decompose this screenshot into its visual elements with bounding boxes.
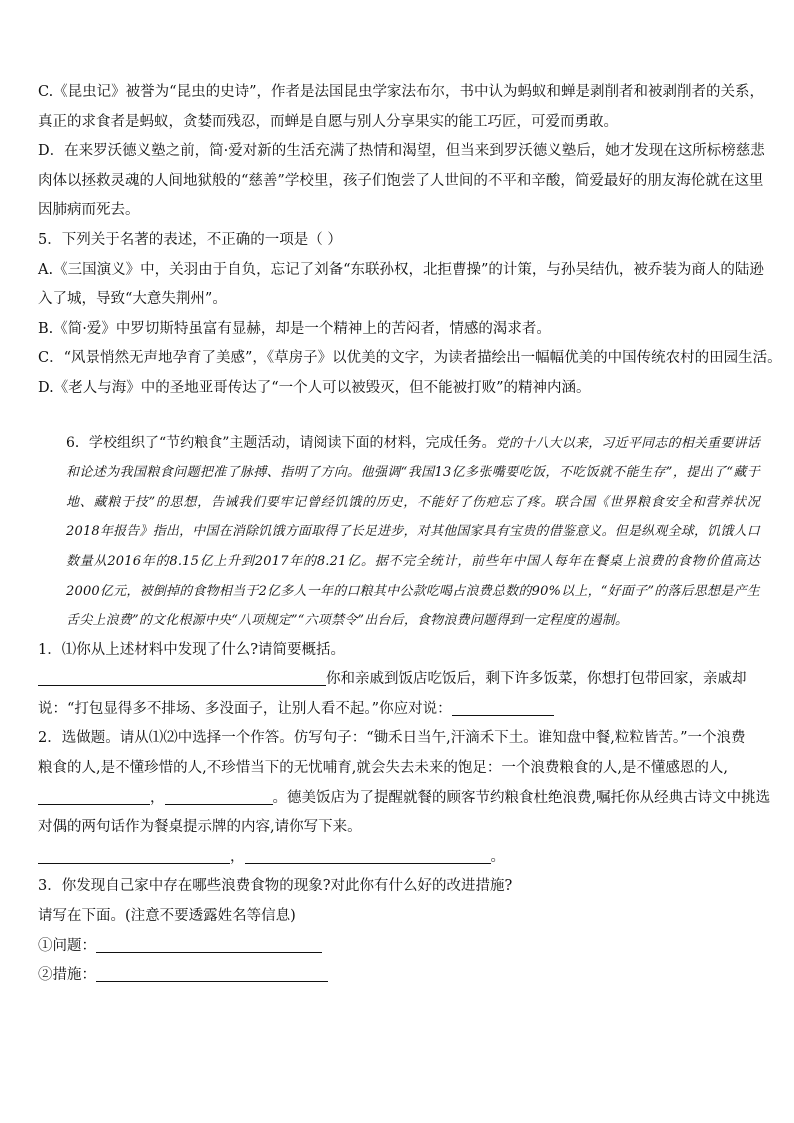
task-2-line2: 粮食的人,是不懂珍惜的人,不珍惜当下的无忧哺育,就会失去未来的饱足：一个浪费粮食的人,是不懂感恩的人, [38, 760, 729, 777]
task-1-text-b: 说：“打包显得多不排场、多没面子，让别人看不起。”你应对说： [38, 700, 452, 717]
task-2-line3 [38, 784, 771, 814]
q5-option-d: D.《老人与海》中的圣地亚哥传达了“一个人可以被毁灭，但不能被打败”的精神内涵。 [38, 379, 591, 396]
task-1-line-b [38, 695, 760, 725]
task-2-text-tail: 。德美饭店为了提醒就餐的顾客节约粮食杜绝浪费,嘱托你从经典古诗文中挑选 [272, 789, 771, 806]
question-6-material [38, 429, 760, 636]
option-d-line1: D．在来罗沃德义塾之前，简·爱对新的生活充满了热情和渴望，但当来到罗沃德义塾后，她才发现在这所标榜慈悲 [38, 143, 765, 160]
comma: ， [230, 848, 245, 865]
answer-blank[interactable] [245, 847, 491, 864]
answer-blank[interactable] [38, 669, 326, 686]
task-1-stem: 1．⑴你从上述材料中发现了什么?请简要概括。 [38, 641, 345, 658]
task-2-line1: 2．选做题。请从⑴⑵中选择一个作答。仿写句子：“锄禾日当午,汗滴禾下土。谁知盘中餐,粒粒皆苦。”一个浪费 [38, 730, 746, 747]
q5-option-a-line1: A.《三国演义》中，关羽由于自负，忘记了刘备“东联孙权，北拒曹操”的计策，与孙吴结仇，被乔装为商人的陆逊 [38, 261, 764, 278]
task-1-line-a [38, 665, 760, 695]
task-3-problem [38, 932, 760, 962]
question-5-stem: 5．下列关于名著的表述，不正确的一项是（ ） [38, 231, 342, 248]
task-3-measure [38, 961, 760, 991]
task-1-text-a: 你和亲戚到饭店吃饭后，剩下许多饭菜，你想打包带回家，亲戚却 [326, 671, 747, 688]
option-c-line1: C.《昆虫记》被誉为“昆虫的史诗”，作者是法国昆虫学家法布尔，书中认为蚂蚁和蝉是剥削者和被剥削者的关系， [38, 84, 765, 100]
measure-label: ②措施： [38, 967, 96, 984]
answer-blank[interactable] [165, 788, 273, 805]
option-c-line2: 真正的求食者是蚂蚁，贪婪而残忍，而蝉是自愿与别人分享果实的能工巧匠，可爱而勇敢。 [38, 113, 618, 130]
answer-blank[interactable] [452, 699, 554, 716]
spacer [38, 404, 760, 429]
q5-option-b: B.《简·爱》中罗切斯特虽富有显赫，却是一个精神上的苦闷者，情感的渴求者。 [38, 320, 551, 337]
question-6-intro: 6．学校组织了“节约粮食”主题活动，请阅读下面的材料，完成任务。 [66, 434, 496, 451]
task-3-line1: 3．你发现自己家中存在哪些浪费食物的现象?对此你有什么好的改进措施? [38, 878, 513, 895]
task-2-line4: 对偶的两句话作为餐桌提示牌的内容,请你写下来。 [38, 819, 362, 836]
task-3-line2: 请写在下面。(注意不要透露姓名等信息) [38, 908, 296, 925]
task-2-line5 [38, 843, 760, 873]
material-text: 党的十八大以来，习近平同志的相关重要讲话和论述为我国粮食问题把准了脉搏、指明了方向。他强调“我国13亿多张嘴要吃饭，不吃饭就不能生存”，提出了“藏于地、藏粮于技”的思想，告诫我们要牢记曾经饥饿的历史，不能好了伤疤忘了疼。联合国《世界粮食安全和营养状况2018年报告》指出，中国在消除饥饿方面取得了长足进步，对其他国家具有宝贵的借鉴意义。但是纵观全球，饥饿人口数量从2016年的8.15亿上升到2017年的8.21亿。据不完全统计，前些年中国人每年在餐桌上浪费的食物价值高达2000亿元，被倒掉的食物相当于2亿多人一年的口粮其中公款吃喝占浪费总数的90%以上，“好面子”的落后思想是产生舌尖上浪费”的文化根源中央“八项规定”“六项禁令”出台后，食物浪费问题得到一定程度的遏制。 [66, 435, 760, 629]
option-d-line2: 肉体以拯救灵魂的人间地狱般的“慈善”学校里，孩子们饱尝了人世间的不平和辛酸，简爱最好的朋友海伦就在这里 [38, 172, 764, 189]
answer-blank[interactable] [38, 788, 150, 805]
q5-option-a-line2: 入了城，导致“大意失荆州”。 [38, 291, 227, 308]
period: 。 [490, 848, 505, 865]
exam-page [38, 78, 782, 991]
answer-blank[interactable] [38, 847, 230, 864]
q5-option-c: C．“风景悄然无声地孕育了美感”，《草房子》以优美的文字，为读者描绘出一幅幅优美的中国传统农村的田园生活。 [38, 350, 782, 367]
comma: ， [150, 789, 165, 806]
problem-blank[interactable] [96, 936, 322, 953]
option-d-line3: 因肺病而死去。 [38, 202, 140, 219]
measure-blank[interactable] [96, 965, 328, 982]
problem-label: ①问题： [38, 937, 96, 954]
